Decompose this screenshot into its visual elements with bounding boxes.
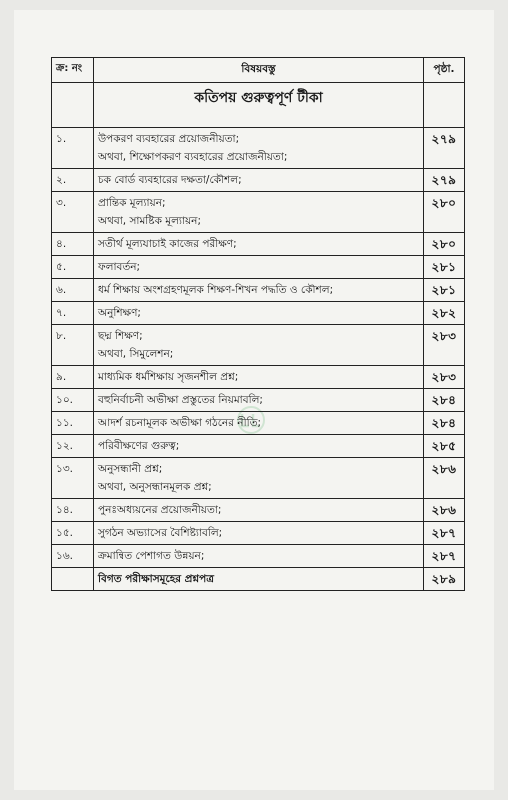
row-page-number: ২৮৯: [424, 568, 465, 591]
row-subject: [94, 545, 424, 568]
section-empty-page-cell: [424, 83, 465, 128]
row-page-number: ২৮৬: [424, 458, 465, 499]
row-serial-number: ১১.: [52, 412, 94, 435]
row-subject: [94, 279, 424, 302]
row-subject-line: সতীর্থ মূল্যযাচাই কাজের পরীক্ষণ;: [98, 238, 237, 250]
table-row: [52, 233, 465, 256]
row-subject-alternate-line: অথবা, সামষ্টিক মূল্যায়ন;: [98, 215, 201, 227]
table-row: [52, 169, 465, 192]
row-serial-number: ১০.: [52, 389, 94, 412]
row-page-number: ২৮৭: [424, 545, 465, 568]
row-serial-number: ১২.: [52, 435, 94, 458]
row-subject-line: অনুশিক্ষণ;: [98, 307, 141, 319]
row-subject-line: পরিবীক্ষণের গুরুত্ব;: [98, 440, 180, 452]
row-page-number: ২৮৩: [424, 325, 465, 366]
row-subject: [94, 192, 424, 233]
row-serial-number: ৭.: [52, 302, 94, 325]
row-subject: [94, 256, 424, 279]
row-page-number: ২৮৭: [424, 522, 465, 545]
row-subject-line: বহুনির্বাচনী অভীক্ষা প্রস্তুতের নিয়মাবলি;: [98, 394, 263, 406]
row-subject-alternate-line: অথবা, অনুসন্ধানমূলক প্রশ্ন;: [98, 481, 212, 493]
row-page-number: ২৭৯: [424, 128, 465, 169]
row-page-number: ২৮০: [424, 192, 465, 233]
row-subject: [94, 412, 424, 435]
row-subject-line: মাধ্যমিক ধর্মশিক্ষায় সৃজনশীল প্রশ্ন;: [98, 371, 239, 383]
row-serial-number: ৩.: [52, 192, 94, 233]
table-row: [52, 458, 465, 499]
row-subject-line: ফলাবর্তন;: [98, 261, 141, 273]
row-serial-number: ১৫.: [52, 522, 94, 545]
table-row: [52, 499, 465, 522]
table-row: [52, 522, 465, 545]
table-row: [52, 256, 465, 279]
table-row: [52, 302, 465, 325]
row-serial-number: ৮.: [52, 325, 94, 366]
row-page-number: ২৮২: [424, 302, 465, 325]
row-subject: [94, 435, 424, 458]
section-heading-row: [52, 83, 465, 128]
row-subject: [94, 233, 424, 256]
row-subject-line: চক বোর্ড ব্যবহারের দক্ষতা/কৌশল;: [98, 174, 242, 186]
table-row: [52, 545, 465, 568]
row-subject: [94, 128, 424, 169]
table-row: [52, 279, 465, 302]
row-subject: বিগত পরীক্ষাসমূহের প্রশ্নপত্র: [94, 568, 424, 591]
table-row: [52, 389, 465, 412]
row-serial-number: ১৬.: [52, 545, 94, 568]
row-subject-line: উপকরণ ব্যবহারের প্রয়োজনীয়তা;: [98, 133, 240, 145]
table-row: [52, 325, 465, 366]
row-page-number: ২৮১: [424, 256, 465, 279]
row-serial-number: [52, 568, 94, 591]
table-row-previous-exam-papers: [52, 568, 465, 591]
row-serial-number: ৪.: [52, 233, 94, 256]
table-header-row: [52, 58, 465, 83]
row-page-number: ২৮৬: [424, 499, 465, 522]
section-empty-cell: [52, 83, 94, 128]
row-subject: [94, 169, 424, 192]
row-serial-number: ২.: [52, 169, 94, 192]
row-serial-number: ১৩.: [52, 458, 94, 499]
row-serial-number: ৫.: [52, 256, 94, 279]
row-page-number: ২৭৯: [424, 169, 465, 192]
row-subject: [94, 325, 424, 366]
row-subject-line: অনুসন্ধানী প্রশ্ন;: [98, 463, 163, 475]
table-row: [52, 128, 465, 169]
row-serial-number: ১৪.: [52, 499, 94, 522]
row-subject: [94, 302, 424, 325]
row-page-number: ২৮১: [424, 279, 465, 302]
section-title: কতিপয় গুরুত্বপূর্ণ টীকা: [94, 83, 424, 128]
header-subject: বিষয়বস্তু: [94, 58, 424, 83]
header-serial-number: ক্র: নং: [52, 58, 94, 83]
row-subject-line: ধর্ম শিক্ষায় অংশগ্রহণমূলক শিক্ষণ-শিখন পদ্ধতি ও কৌশল;: [98, 284, 334, 296]
row-subject-alternate-line: অথবা, সিমুলেশন;: [98, 348, 174, 360]
row-subject-alternate-line: অথবা, শিক্ষোপকরণ ব্যবহারের প্রয়োজনীয়তা;: [98, 151, 288, 163]
row-subject-line: ছদ্ম শিক্ষণ;: [98, 330, 143, 342]
row-page-number: ২৮০: [424, 233, 465, 256]
table-row: [52, 366, 465, 389]
row-serial-number: ১.: [52, 128, 94, 169]
row-page-number: ২৮৩: [424, 366, 465, 389]
row-subject-line: প্রান্তিক মূল্যায়ন;: [98, 197, 166, 209]
table-of-contents: [51, 57, 465, 591]
row-serial-number: ৯.: [52, 366, 94, 389]
table-row: [52, 192, 465, 233]
header-page: পৃষ্ঠা.: [424, 58, 465, 83]
row-subject-line: ক্রমান্বিত পেশাগত উন্নয়ন;: [98, 550, 205, 562]
row-subject: [94, 499, 424, 522]
row-page-number: ২৮৪: [424, 412, 465, 435]
table-row: [52, 412, 465, 435]
row-subject: [94, 522, 424, 545]
row-subject-line: আদর্শ রচনামূলক অভীক্ষা গঠনের নীতি;: [98, 417, 261, 429]
row-subject: [94, 389, 424, 412]
row-subject-line: পুনঃঅধ্যয়নের প্রয়োজনীয়তা;: [98, 504, 222, 516]
row-subject: [94, 366, 424, 389]
row-serial-number: ৬.: [52, 279, 94, 302]
row-subject-line: সুগঠন অভ্যাসের বৈশিষ্ট্যাবলি;: [98, 527, 223, 539]
row-page-number: ২৮৫: [424, 435, 465, 458]
table-row: [52, 435, 465, 458]
row-subject: [94, 458, 424, 499]
row-page-number: ২৮৪: [424, 389, 465, 412]
